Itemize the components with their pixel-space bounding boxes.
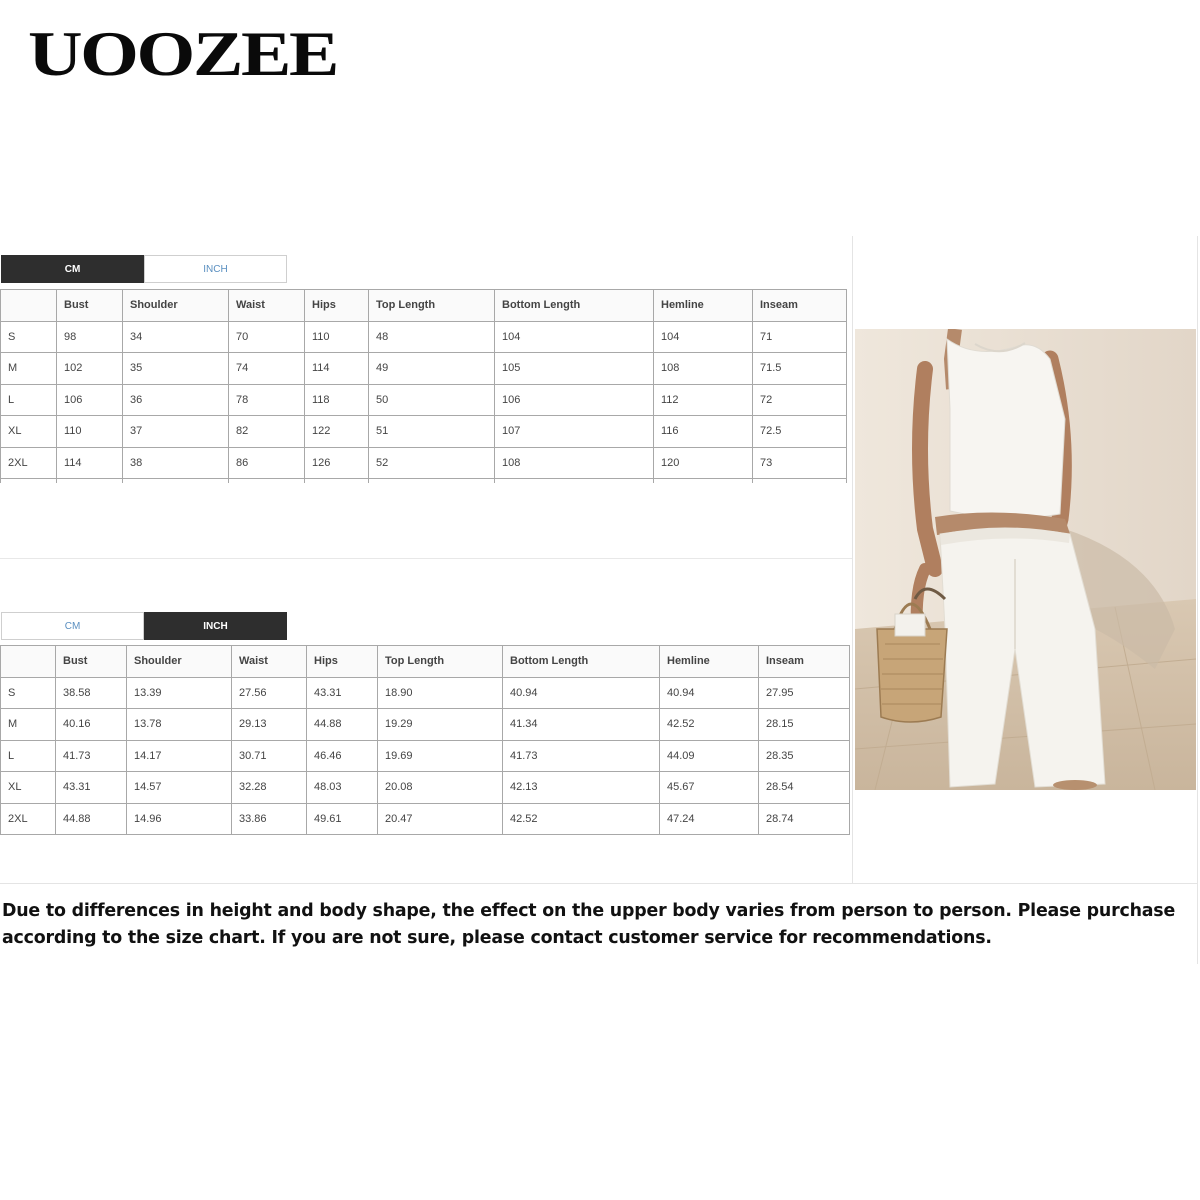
panel-divider: [1197, 236, 1198, 964]
size-label-cell: S: [1, 677, 56, 709]
column-header: Bottom Length: [495, 290, 654, 322]
measurement-cell: 71: [753, 321, 847, 353]
measurement-cell: 108: [654, 353, 753, 385]
table-header-row: [1, 290, 847, 322]
measurement-cell: 20.47: [378, 803, 503, 835]
size-label-cell: XL: [1, 772, 56, 804]
measurement-cell: 110: [57, 416, 123, 448]
measurement-cell: 20.08: [378, 772, 503, 804]
measurement-cell: 47.24: [660, 803, 759, 835]
table-header-row: [1, 646, 850, 678]
measurement-cell: 71.5: [753, 353, 847, 385]
measurement-cell: 28.35: [759, 740, 850, 772]
section-divider: [0, 558, 852, 559]
measurement-cell: 43.31: [56, 772, 127, 804]
size-table-inch: [0, 645, 850, 835]
column-header: Top Length: [378, 646, 503, 678]
measurement-cell: 18.90: [378, 677, 503, 709]
product-photo: [855, 329, 1196, 790]
column-header: Bust: [57, 290, 123, 322]
measurement-cell: 44.88: [56, 803, 127, 835]
table-row: [1, 321, 847, 353]
size-label-cell: 2XL: [1, 803, 56, 835]
section-divider: [0, 883, 1198, 884]
measurement-cell: 42.13: [503, 772, 660, 804]
measurement-cell: 107: [495, 416, 654, 448]
table-row: [1, 709, 850, 741]
measurement-cell: 104: [654, 321, 753, 353]
measurement-cell: 112: [654, 384, 753, 416]
size-label-cell: XL: [1, 416, 57, 448]
table-row: [1, 740, 850, 772]
empty-cell: [123, 479, 229, 483]
measurement-cell: 41.73: [503, 740, 660, 772]
empty-cell: [305, 479, 369, 483]
empty-cell: [495, 479, 654, 483]
measurement-cell: 35: [123, 353, 229, 385]
table-row: [1, 803, 850, 835]
measurement-cell: 104: [495, 321, 654, 353]
measurement-cell: 41.34: [503, 709, 660, 741]
measurement-cell: 40.94: [503, 677, 660, 709]
measurement-cell: 13.78: [127, 709, 232, 741]
measurement-cell: 82: [229, 416, 305, 448]
measurement-cell: 49.61: [307, 803, 378, 835]
column-header: Shoulder: [123, 290, 229, 322]
column-header: Top Length: [369, 290, 495, 322]
size-label-cell: M: [1, 353, 57, 385]
measurement-cell: 72.5: [753, 416, 847, 448]
cm-unit-tabs: [1, 255, 288, 283]
measurement-cell: 44.88: [307, 709, 378, 741]
notice-line: according to the size chart. If you are not sure, please contact customer service for recommendations.: [2, 928, 992, 948]
measurement-cell: 74: [229, 353, 305, 385]
measurement-cell: 32.28: [232, 772, 307, 804]
inch-unit-tabs: [1, 612, 288, 640]
measurement-cell: 51: [369, 416, 495, 448]
measurement-cell: 106: [57, 384, 123, 416]
measurement-cell: 38.58: [56, 677, 127, 709]
measurement-cell: 48.03: [307, 772, 378, 804]
column-header: Hemline: [660, 646, 759, 678]
measurement-cell: 116: [654, 416, 753, 448]
size-label-cell: M: [1, 709, 56, 741]
column-header: Bust: [56, 646, 127, 678]
column-header: Waist: [229, 290, 305, 322]
empty-cell: [229, 479, 305, 483]
table-row: [1, 353, 847, 385]
measurement-cell: 48: [369, 321, 495, 353]
measurement-cell: 45.67: [660, 772, 759, 804]
measurement-cell: 42.52: [503, 803, 660, 835]
size-label-cell: L: [1, 384, 57, 416]
measurement-cell: 14.17: [127, 740, 232, 772]
table-row: [1, 416, 847, 448]
measurement-cell: 40.94: [660, 677, 759, 709]
measurement-cell: 28.15: [759, 709, 850, 741]
measurement-cell: 106: [495, 384, 654, 416]
measurement-cell: 70: [229, 321, 305, 353]
measurement-cell: 41.73: [56, 740, 127, 772]
table-row: [1, 384, 847, 416]
measurement-cell: 27.56: [232, 677, 307, 709]
brand-logo: UOOZEE: [28, 18, 337, 89]
column-header: Hemline: [654, 290, 753, 322]
measurement-cell: 42.52: [660, 709, 759, 741]
measurement-cell: 34: [123, 321, 229, 353]
measurement-cell: 27.95: [759, 677, 850, 709]
measurement-cell: 50: [369, 384, 495, 416]
column-header: Bottom Length: [503, 646, 660, 678]
measurement-cell: 120: [654, 447, 753, 479]
column-header: Waist: [232, 646, 307, 678]
table-row: [1, 772, 850, 804]
measurement-cell: 43.31: [307, 677, 378, 709]
measurement-cell: 105: [495, 353, 654, 385]
measurement-cell: 78: [229, 384, 305, 416]
measurement-cell: 126: [305, 447, 369, 479]
measurement-cell: 14.96: [127, 803, 232, 835]
measurement-cell: 46.46: [307, 740, 378, 772]
measurement-cell: 19.29: [378, 709, 503, 741]
column-header: Hips: [305, 290, 369, 322]
size-table-cm: [0, 289, 847, 483]
measurement-cell: 98: [57, 321, 123, 353]
empty-cell: [654, 479, 753, 483]
measurement-cell: 122: [305, 416, 369, 448]
tab-inch[interactable]: INCH: [144, 612, 287, 640]
size-label-cell: 2XL: [1, 447, 57, 479]
measurement-cell: 19.69: [378, 740, 503, 772]
measurement-cell: 110: [305, 321, 369, 353]
measurement-cell: 108: [495, 447, 654, 479]
measurement-cell: 118: [305, 384, 369, 416]
size-label-cell: S: [1, 321, 57, 353]
notice-line: Due to differences in height and body shape, the effect on the upper body varies from person to person. Please purchase: [2, 901, 1176, 921]
tab-cm[interactable]: CM: [1, 255, 144, 283]
tab-inch[interactable]: INCH: [144, 255, 287, 283]
column-header: Inseam: [759, 646, 850, 678]
panel-divider: [852, 236, 853, 884]
empty-cell: [1, 479, 57, 483]
column-header: Inseam: [753, 290, 847, 322]
size-column-header: [1, 646, 56, 678]
size-notice: [2, 898, 1182, 952]
tab-cm[interactable]: CM: [1, 612, 144, 640]
measurement-cell: 13.39: [127, 677, 232, 709]
measurement-cell: 114: [305, 353, 369, 385]
measurement-cell: 52: [369, 447, 495, 479]
table-row: [1, 447, 847, 479]
table-tail-row: [1, 479, 847, 483]
measurement-cell: 38: [123, 447, 229, 479]
measurement-cell: 44.09: [660, 740, 759, 772]
measurement-cell: 49: [369, 353, 495, 385]
measurement-cell: 33.86: [232, 803, 307, 835]
measurement-cell: 72: [753, 384, 847, 416]
measurement-cell: 28.54: [759, 772, 850, 804]
measurement-cell: 14.57: [127, 772, 232, 804]
empty-cell: [369, 479, 495, 483]
empty-cell: [753, 479, 847, 483]
measurement-cell: 36: [123, 384, 229, 416]
size-label-cell: L: [1, 740, 56, 772]
measurement-cell: 28.74: [759, 803, 850, 835]
column-header: Shoulder: [127, 646, 232, 678]
empty-cell: [57, 479, 123, 483]
measurement-cell: 37: [123, 416, 229, 448]
measurement-cell: 86: [229, 447, 305, 479]
table-row: [1, 677, 850, 709]
size-column-header: [1, 290, 57, 322]
measurement-cell: 73: [753, 447, 847, 479]
column-header: Hips: [307, 646, 378, 678]
measurement-cell: 114: [57, 447, 123, 479]
measurement-cell: 29.13: [232, 709, 307, 741]
measurement-cell: 30.71: [232, 740, 307, 772]
measurement-cell: 102: [57, 353, 123, 385]
measurement-cell: 40.16: [56, 709, 127, 741]
